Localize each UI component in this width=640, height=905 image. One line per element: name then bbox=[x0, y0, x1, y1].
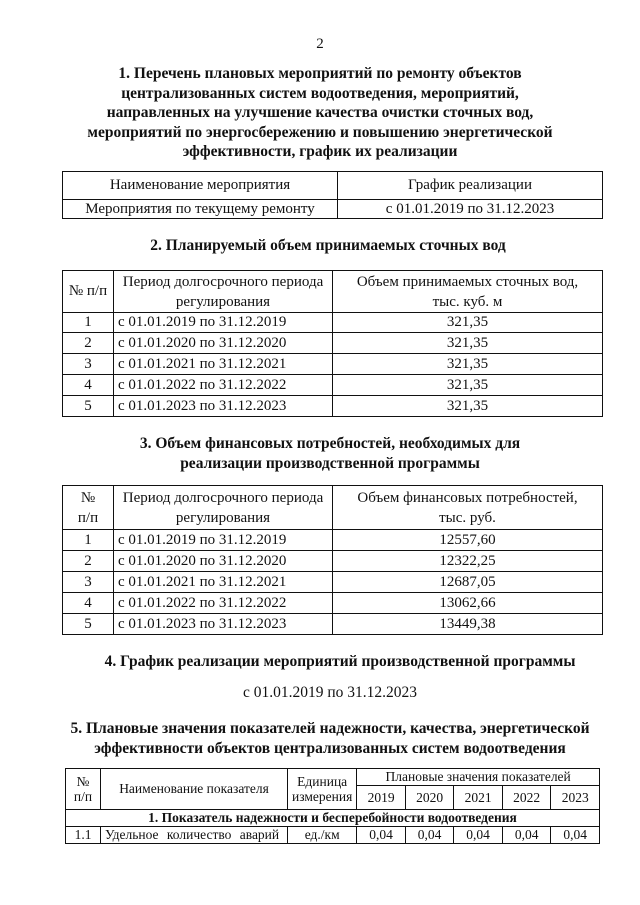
row-value: 321,35 bbox=[333, 354, 603, 375]
section4-title: 4. График реализации мероприятий производственной программы bbox=[104, 653, 576, 670]
section5-title bbox=[10, 719, 640, 758]
table2-header-num: № п/п bbox=[63, 271, 114, 313]
row-value: 0,04 bbox=[502, 827, 551, 844]
section5-title-line: эффективности объектов централизованных систем водоотведения bbox=[94, 739, 566, 757]
row-period: с 01.01.2021 по 31.12.2021 bbox=[114, 354, 333, 375]
table3-header-num-line2: п/п bbox=[77, 509, 99, 526]
table5-header-unit bbox=[288, 769, 357, 810]
row-value: 12687,05 bbox=[333, 572, 603, 593]
table2-header-volume-line1: Объем принимаемых сточных вод, bbox=[356, 273, 579, 290]
row-num: 1.1 bbox=[66, 827, 101, 844]
table5-header-year: 2020 bbox=[405, 786, 454, 810]
section1-title-line: эффективности, график их реализации bbox=[182, 143, 458, 160]
table3-header-finance-line2: тыс. руб. bbox=[439, 509, 496, 526]
section5-title-line: 5. Плановые значения показателей надежности, качества, энергетической bbox=[70, 720, 590, 737]
row-num: 4 bbox=[63, 375, 114, 396]
table-row bbox=[63, 593, 603, 614]
row-period: с 01.01.2020 по 31.12.2020 bbox=[114, 333, 333, 354]
row-num: 4 bbox=[63, 593, 114, 614]
table5-header-name: Наименование показателя bbox=[101, 769, 288, 810]
table2-header-period bbox=[114, 271, 333, 313]
row-value: 0,04 bbox=[454, 827, 503, 844]
row-value: 0,04 bbox=[405, 827, 454, 844]
row-period: с 01.01.2022 по 31.12.2022 bbox=[114, 593, 333, 614]
row-num: 2 bbox=[63, 551, 114, 572]
section5-table bbox=[65, 768, 600, 844]
page-number: 2 bbox=[316, 36, 324, 52]
table5-header-year: 2022 bbox=[502, 786, 551, 810]
table3-header-period-line2: регулирования bbox=[175, 509, 271, 526]
row-indicator-name: Удельное количество аварий bbox=[101, 827, 288, 844]
table3-header-finance bbox=[333, 486, 603, 530]
table2-header-period-line2: регулирования bbox=[175, 293, 271, 310]
section3-title bbox=[30, 434, 630, 473]
section4-period: с 01.01.2019 по 31.12.2023 bbox=[242, 684, 418, 701]
row-period: с 01.01.2023 по 31.12.2023 bbox=[114, 614, 333, 635]
table-row bbox=[63, 614, 603, 635]
row-value: 12557,60 bbox=[333, 530, 603, 551]
table3-header-finance-line1: Объем финансовых потребностей, bbox=[357, 489, 578, 506]
row-period: с 01.01.2019 по 31.12.2019 bbox=[114, 313, 333, 333]
row-period: с 01.01.2021 по 31.12.2021 bbox=[114, 572, 333, 593]
table2-header-period-line1: Период долгосрочного периода bbox=[122, 273, 324, 290]
table-row bbox=[66, 827, 600, 844]
table5-header-year: 2021 bbox=[454, 786, 503, 810]
row-value: 13449,38 bbox=[333, 614, 603, 635]
section3-table bbox=[62, 485, 603, 635]
row-num: 5 bbox=[63, 614, 114, 635]
table-row bbox=[63, 530, 603, 551]
row-value: 12322,25 bbox=[333, 551, 603, 572]
row-period: с 01.01.2019 по 31.12.2019 bbox=[114, 530, 333, 551]
section3-title-line: 3. Объем финансовых потребностей, необходимых для bbox=[139, 435, 521, 452]
section3-title-line: реализации производственной программы bbox=[180, 454, 480, 472]
row-period: с 01.01.2020 по 31.12.2020 bbox=[114, 551, 333, 572]
section1-title-line: 1. Перечень плановых мероприятий по ремонту объектов bbox=[118, 65, 522, 82]
row-num: 1 bbox=[63, 530, 114, 551]
row-value: 321,35 bbox=[333, 313, 603, 333]
row-num: 3 bbox=[63, 572, 114, 593]
table1-header-schedule: График реализации bbox=[338, 172, 603, 200]
row-num: 3 bbox=[63, 354, 114, 375]
section2-table bbox=[62, 270, 603, 417]
table-row bbox=[63, 333, 603, 354]
row-num: 5 bbox=[63, 396, 114, 417]
table3-header-period bbox=[114, 486, 333, 530]
table3-header-num-line1: № bbox=[80, 489, 96, 506]
row-value: 321,35 bbox=[333, 333, 603, 354]
row-period: с 01.01.2023 по 31.12.2023 bbox=[114, 396, 333, 417]
table-row bbox=[63, 572, 603, 593]
row-period: с 01.01.2022 по 31.12.2022 bbox=[114, 375, 333, 396]
table-row bbox=[63, 313, 603, 333]
table-row bbox=[63, 551, 603, 572]
section1-title-line: направленных на улучшение качества очистки сточных вод, bbox=[106, 104, 534, 121]
table5-header-year: 2023 bbox=[551, 786, 600, 810]
table1-header-name: Наименование мероприятия bbox=[63, 172, 338, 200]
table5-header-num-line1: № bbox=[76, 774, 90, 789]
row-unit: ед./км bbox=[288, 827, 357, 844]
row-num: 2 bbox=[63, 333, 114, 354]
section2-title: 2. Планируемый объем принимаемых сточных вод bbox=[150, 237, 506, 254]
table5-header-unit-line1: Единица bbox=[297, 774, 348, 789]
row-value: 0,04 bbox=[551, 827, 600, 844]
table5-header-unit-line2: измерения bbox=[292, 789, 353, 804]
row-value: 0,04 bbox=[357, 827, 406, 844]
row-num: 1 bbox=[63, 313, 114, 333]
row-value: 13062,66 bbox=[333, 593, 603, 614]
table5-header-num-line2: п/п bbox=[73, 789, 93, 804]
table1-cell-activity: Мероприятия по текущему ремонту bbox=[63, 200, 338, 219]
table3-header-period-line1: Период долгосрочного периода bbox=[122, 489, 324, 506]
table1-cell-period: с 01.01.2019 по 31.12.2023 bbox=[338, 200, 603, 219]
row-value: 321,35 bbox=[333, 375, 603, 396]
table-row bbox=[63, 375, 603, 396]
row-value: 321,35 bbox=[333, 396, 603, 417]
table3-header-num bbox=[63, 486, 114, 530]
table2-header-volume-line2: тыс. куб. м bbox=[432, 293, 503, 310]
table5-header-year: 2019 bbox=[357, 786, 406, 810]
section1-title-line: мероприятий по энергосбережению и повышению энергетической bbox=[87, 123, 553, 141]
table-row bbox=[63, 396, 603, 417]
section1-title-line: централизованных систем водоотведения, мероприятий, bbox=[121, 84, 519, 102]
table5-subsection-heading: 1. Показатель надежности и бесперебойности водоотведения bbox=[66, 810, 600, 827]
section1-title bbox=[40, 64, 600, 162]
table-row bbox=[63, 354, 603, 375]
table2-header-volume bbox=[333, 271, 603, 313]
section1-table bbox=[62, 171, 603, 219]
table5-header-planned: Плановые значения показателей bbox=[357, 769, 600, 786]
table5-header-num bbox=[66, 769, 101, 810]
